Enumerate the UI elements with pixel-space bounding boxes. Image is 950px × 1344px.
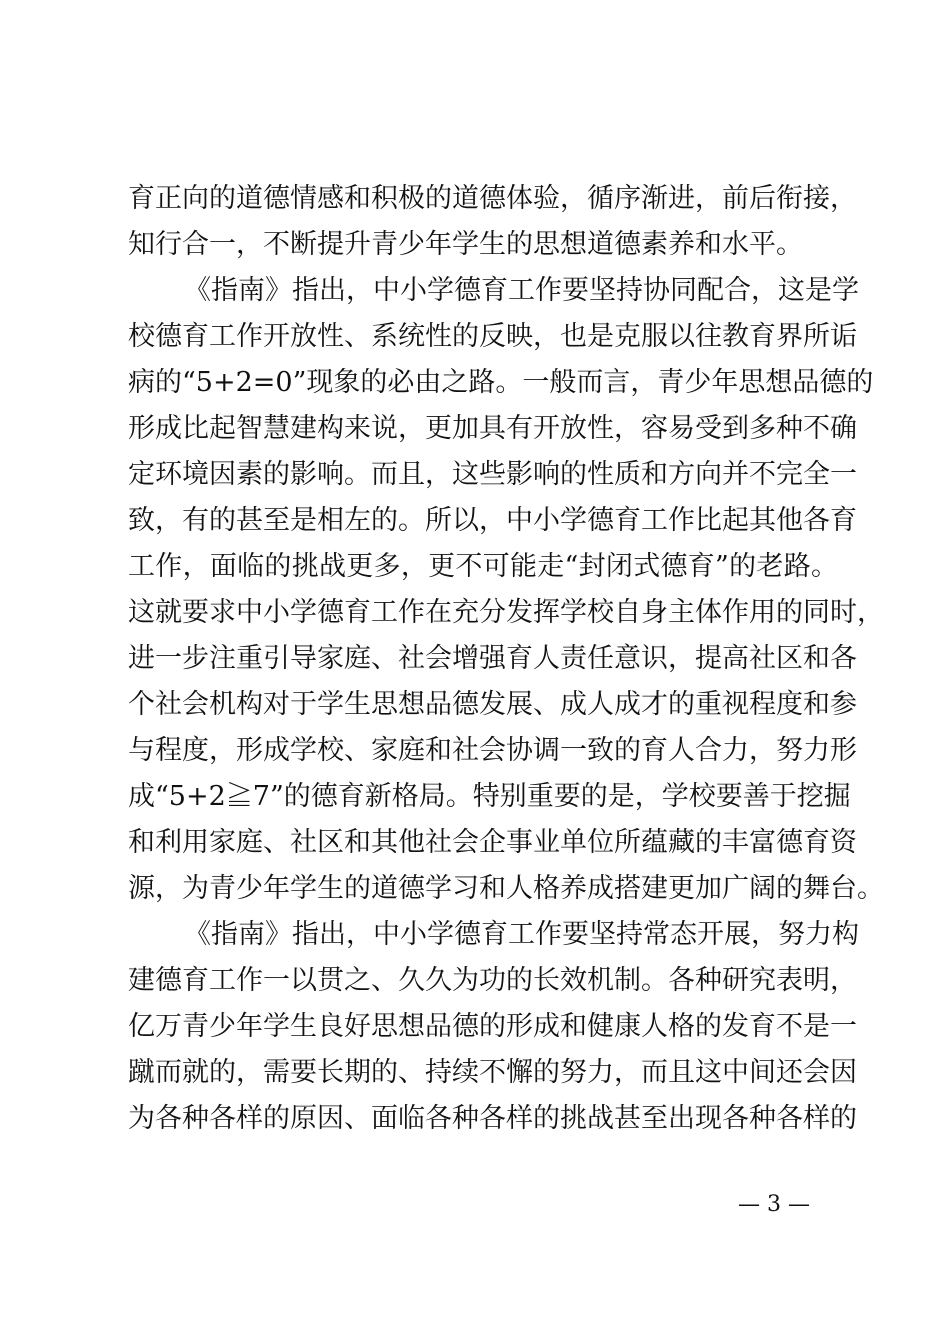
text-line-12: 个社会机构对于学生思想品德发展、成人成才的重视程度和参	[128, 689, 857, 720]
body-text	[128, 176, 884, 1142]
text-line-10: 这就要求中小学德育工作在充分发挥学校自身主体作用的同时，	[128, 597, 884, 628]
text-line-9: 工作，面临的挑战更多，更不可能走“封闭式德育”的老路。	[128, 551, 838, 582]
text-line-6: 形成比起智慧建构来说，更加具有开放性，容易受到多种不确	[128, 413, 857, 444]
text-line-20: 蹴而就的，需要长期的、持续不懈的努力，而且这中间还会因	[128, 1057, 857, 1088]
text-line-1: 育正向的道德情感和积极的道德体验，循序渐进，前后衔接，	[128, 183, 857, 214]
text-line-3: 《指南》指出，中小学德育工作要坚持协同配合，这是学	[184, 275, 859, 306]
text-line-15: 和利用家庭、社区和其他社会企事业单位所蕴藏的丰富德育资	[128, 827, 857, 858]
text-line-11: 进一步注重引导家庭、社会增强育人责任意识，提高社区和各	[128, 643, 857, 674]
text-line-13: 与程度，形成学校、家庭和社会协调一致的育人合力，努力形	[128, 735, 857, 766]
text-line-5: 病的“5+2=0”现象的必由之路。一般而言，青少年思想品德的	[128, 367, 874, 398]
text-line-2: 知行合一，不断提升青少年学生的思想道德素养和水平。	[128, 229, 803, 260]
page-number: — 3 —	[738, 1192, 810, 1217]
text-line-16: 源，为青少年学生的道德学习和人格养成搭建更加广阔的舞台。	[128, 873, 884, 904]
text-line-8: 致，有的甚至是相左的。所以，中小学德育工作比起其他各育	[128, 505, 857, 536]
text-line-18: 建德育工作一以贯之、久久为功的长效机制。各种研究表明，	[128, 965, 857, 996]
text-line-17: 《指南》指出，中小学德育工作要坚持常态开展，努力构	[184, 919, 859, 950]
text-line-19: 亿万青少年学生良好思想品德的形成和健康人格的发育不是一	[128, 1011, 857, 1042]
text-line-21: 为各种各样的原因、面临各种各样的挑战甚至出现各种各样的	[128, 1103, 857, 1134]
text-line-7: 定环境因素的影响。而且，这些影响的性质和方向并不完全一	[128, 459, 857, 490]
text-line-4: 校德育工作开放性、系统性的反映，也是克服以往教育界所诟	[128, 321, 857, 352]
text-line-14: 成“5+2≧7”的德育新格局。特别重要的是，学校要善于挖掘	[128, 781, 851, 812]
